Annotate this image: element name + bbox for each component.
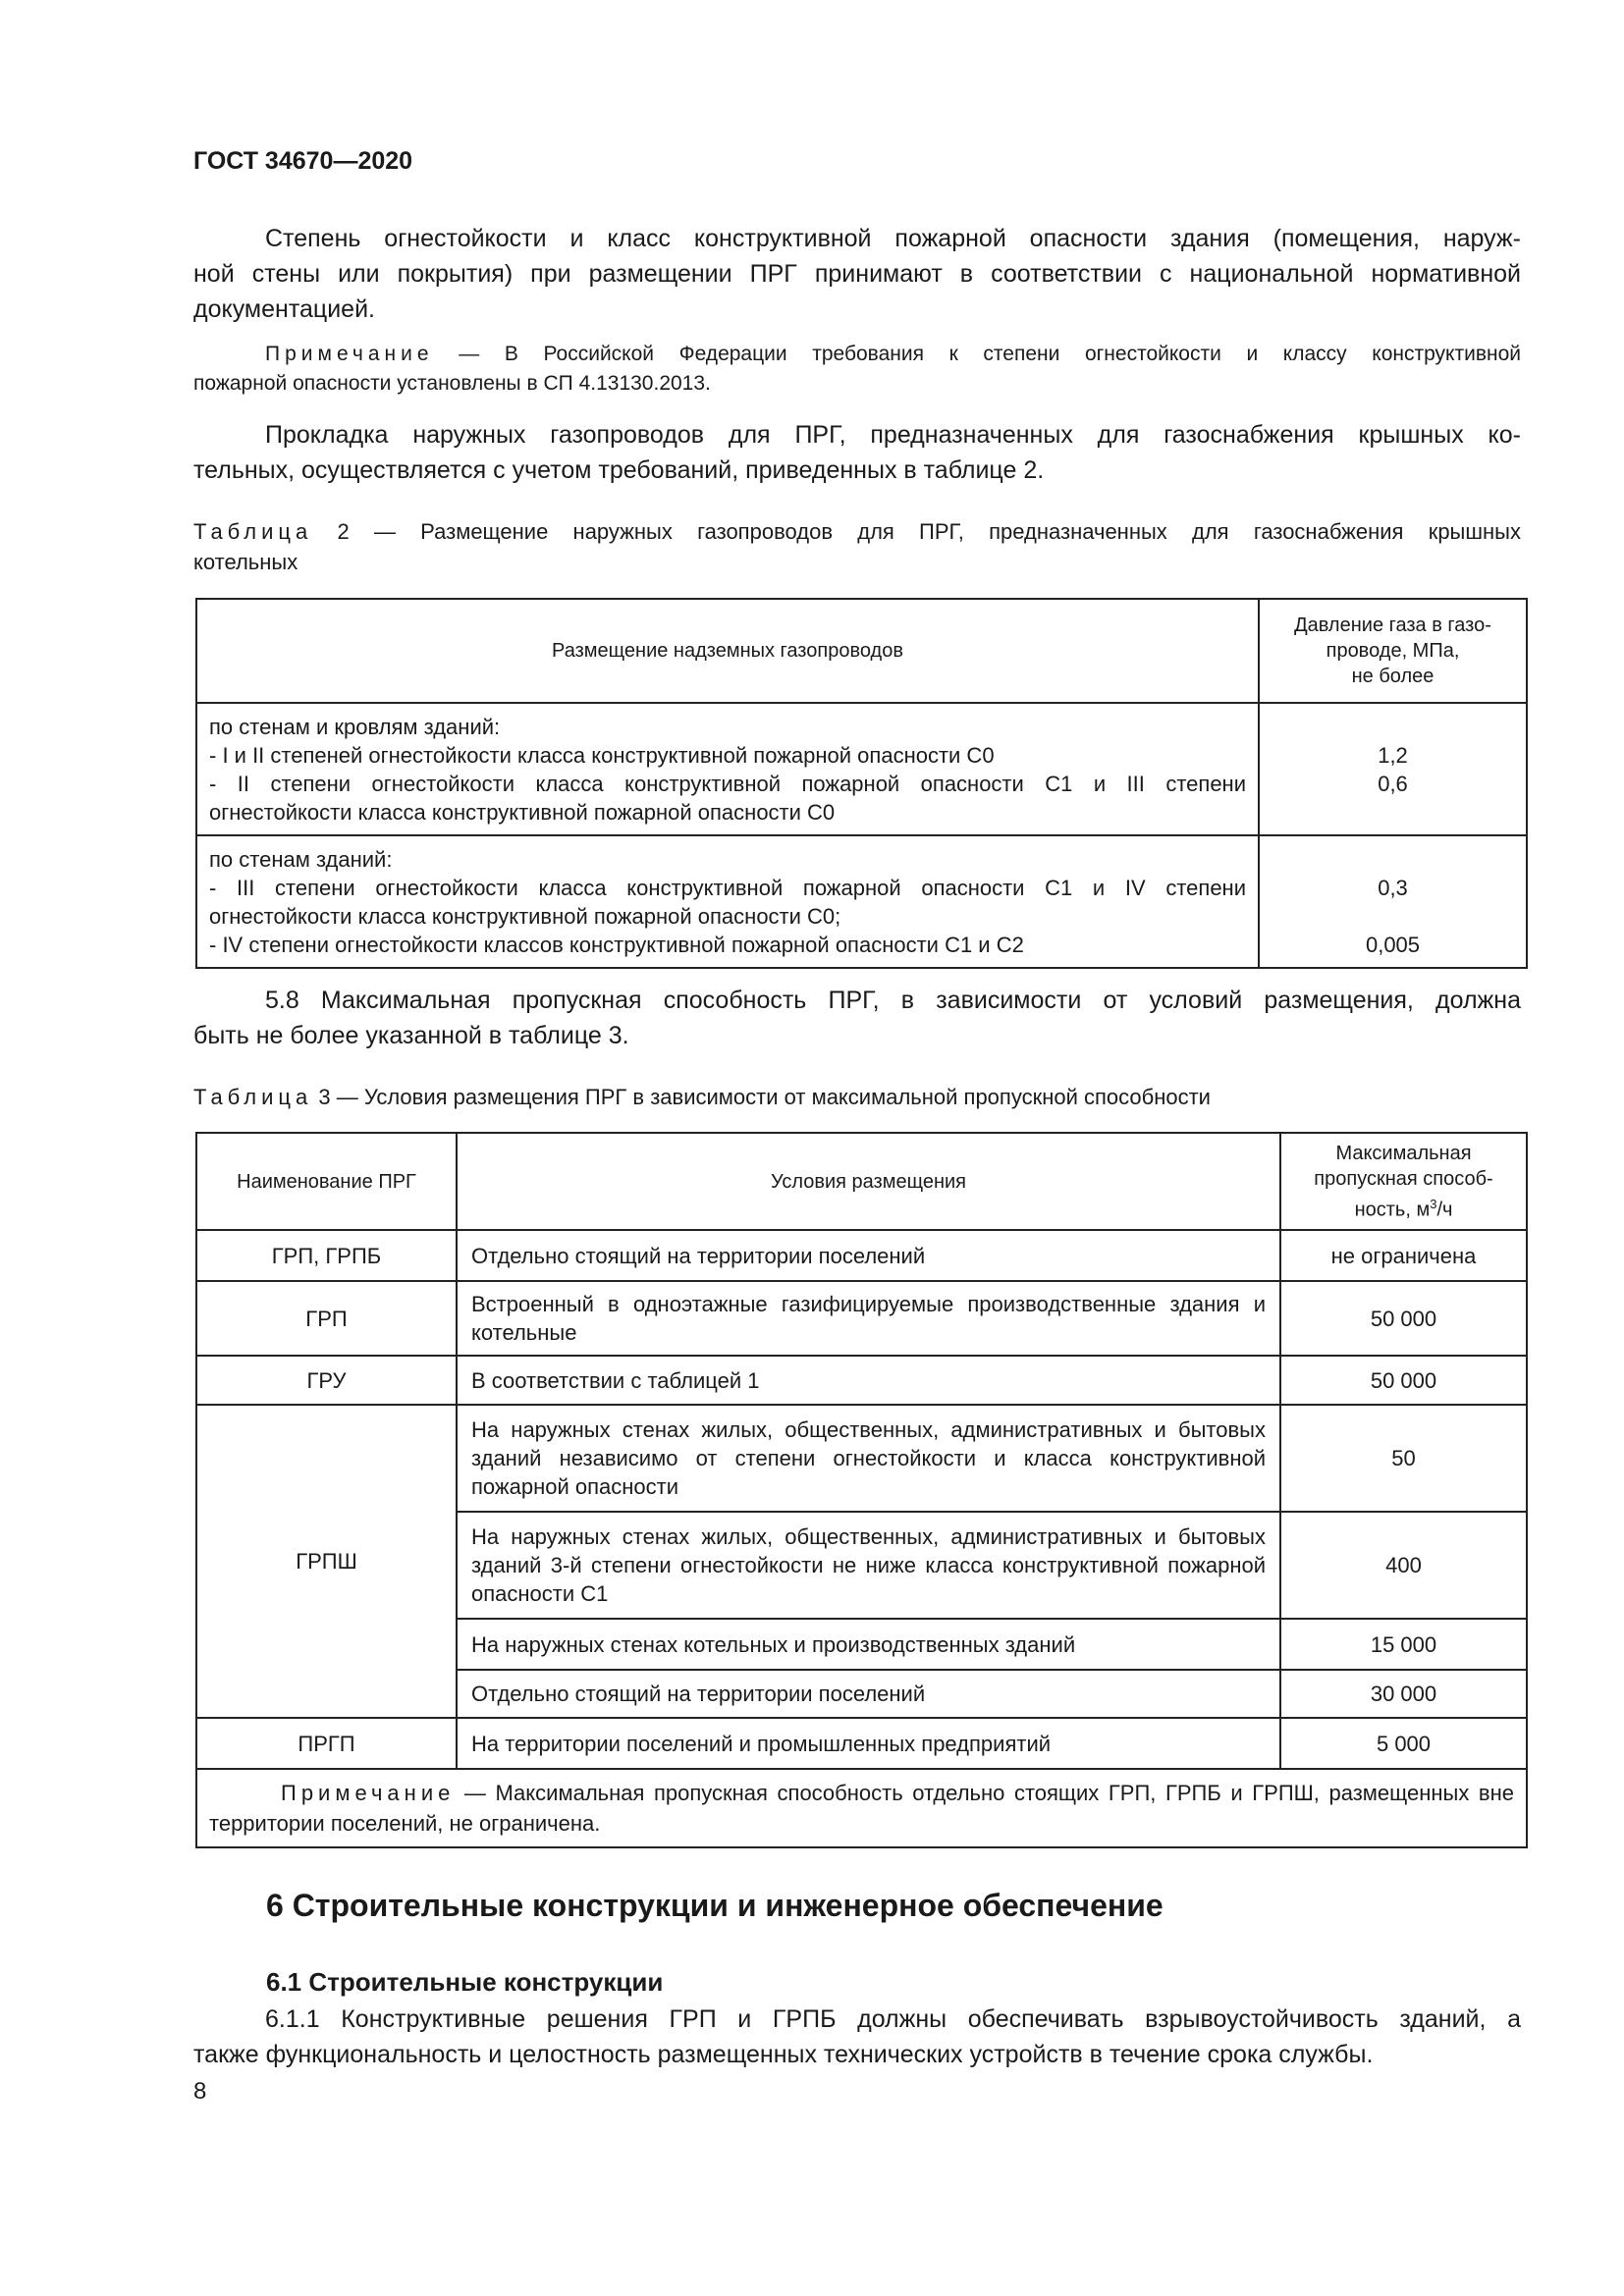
table3-cell-capacity: 50 000 — [1280, 1281, 1527, 1356]
table2-cell-placement: по стенам зданий: - III степени огнестойкости класса конструктивной пожарной опасности С1 и IV степени огнестойкости класса конструктивной пожарной опасности С0; - IV степени огнестойкости классов конструктивной пожарной опасности С1 и С2 — [196, 835, 1259, 968]
table-row — [196, 835, 1527, 968]
table3-cell-capacity: 50 — [1280, 1405, 1527, 1512]
table3-cell-name: ГРПШ — [196, 1405, 457, 1718]
table2-cell-pressure: 1,2 0,6 — [1259, 703, 1527, 835]
table3-cell-capacity: 30 000 — [1280, 1670, 1527, 1718]
table-row — [196, 1405, 1527, 1512]
table3-cell-condition: Отдельно стоящий на территории поселений — [457, 1230, 1280, 1281]
table3-cell-condition: На наружных стенах жилых, общественных, административных и бытовых зданий 3-й степени огнестойкости не ниже класса конструктивной пожарной опасности С1 — [457, 1512, 1280, 1619]
table-row — [196, 1356, 1527, 1405]
table-row — [196, 703, 1527, 835]
table2-header-placement: Размещение надземных газопроводов — [196, 599, 1259, 703]
table-row — [196, 1230, 1527, 1281]
section-5-8-paragraph: 5.8 Максимальная пропускная способность ПРГ, в зависимости от условий размещения, должна быть не более указанной в таблице 3. — [193, 987, 1521, 1049]
table2-caption: Таблица 2 — Размещение наружных газопроводов для ПРГ, предназначенных для газоснабжения крышных котельных — [193, 519, 1521, 574]
table3-cell-capacity: не ограничена — [1280, 1230, 1527, 1281]
table3-cell-name: ГРУ — [196, 1356, 457, 1405]
section-6-1-heading: 6.1 Строительные конструкции — [266, 1967, 664, 1997]
table3-cell-capacity: 5 000 — [1280, 1718, 1527, 1769]
table3-cell-condition: На территории поселений и промышленных предприятий — [457, 1718, 1280, 1769]
table3-cell-name: ПРГП — [196, 1718, 457, 1769]
table-row — [196, 1281, 1527, 1356]
table3-cell-capacity: 15 000 — [1280, 1619, 1527, 1670]
section-6-heading: 6 Строительные конструкции и инженерное обеспечение — [266, 1888, 1164, 1923]
page-number: 8 — [193, 2078, 207, 2105]
table3-note: Примечание — Максимальная пропускная способность отдельно стоящих ГРП, ГРПБ и ГРПШ, размещенных вне территории поселений, не ограничена. — [196, 1769, 1527, 1847]
table3-cell-condition: Встроенный в одноэтажные газифицируемые производственные здания и котельные — [457, 1281, 1280, 1356]
table3-caption: Таблица 3 — Условия размещения ПРГ в зависимости от максимальной пропускной способности — [193, 1085, 1211, 1109]
table2 — [195, 598, 1528, 969]
table3-header-conditions: Условия размещения — [457, 1133, 1280, 1230]
table3 — [195, 1132, 1528, 1848]
table3-cell-condition: Отдельно стоящий на территории поселений — [457, 1670, 1280, 1718]
document-header: ГОСТ 34670—2020 — [193, 147, 413, 175]
table3-header-name: Наименование ПРГ — [196, 1133, 457, 1230]
intro-paragraph-2: Прокладка наружных газопроводов для ПРГ, предназначенных для газоснабжения крышных ко- тельных, осуществляется с учетом требований, приведенных в таблице 2. — [193, 421, 1521, 484]
table3-header-capacity: Максимальная пропускная способ- ность, $м^3/ч$ — [1280, 1133, 1527, 1230]
table-row — [196, 1718, 1527, 1769]
table3-note-row — [196, 1769, 1527, 1847]
table3-cell-condition: В соответствии с таблицей 1 — [457, 1356, 1280, 1405]
note-fire-resistance: Примечание — В Российской Федерации требования к степени огнестойкости и классу конструктивной пожарной опасности установлены в СП 4.13130.2013. — [193, 343, 1521, 395]
table3-cell-condition: На наружных стенах котельных и производственных зданий — [457, 1619, 1280, 1670]
table2-cell-pressure: 0,3 0,005 — [1259, 835, 1527, 968]
table3-cell-name: ГРП — [196, 1281, 457, 1356]
table3-cell-condition: На наружных стенах жилых, общественных, административных и бытовых зданий независимо от степени огнестойкости и класса конструктивной пожарной опасности — [457, 1405, 1280, 1512]
table2-cell-placement: по стенам и кровлям зданий: - I и II степеней огнестойкости класса конструктивной пожарной опасности С0 - II степени огнестойкости класса конструктивной пожарной опасности С1 и III степени огнестойкости класса конструктивной пожарной опасности С0 — [196, 703, 1259, 835]
table2-header-pressure: Давление газа в газо- проводе, МПа, не более — [1259, 599, 1527, 703]
intro-paragraph-1: Степень огнестойкости и класс конструктивной пожарной опасности здания (помещения, наруж- ной стены или покрытия) при размещении ПРГ принимают в соответствии с национальной нормативной документацией. — [193, 225, 1521, 323]
table3-cell-capacity: 400 — [1280, 1512, 1527, 1619]
note-label: Примечание — [265, 343, 434, 365]
section-6-1-1-paragraph: 6.1.1 Конструктивные решения ГРП и ГРПБ должны обеспечивать взрывоустойчивость зданий, а также функциональность и целостность размещенных технических устройств в течение срока службы. — [193, 2005, 1521, 2068]
table3-cell-capacity: 50 000 — [1280, 1356, 1527, 1405]
table3-cell-name: ГРП, ГРПБ — [196, 1230, 457, 1281]
